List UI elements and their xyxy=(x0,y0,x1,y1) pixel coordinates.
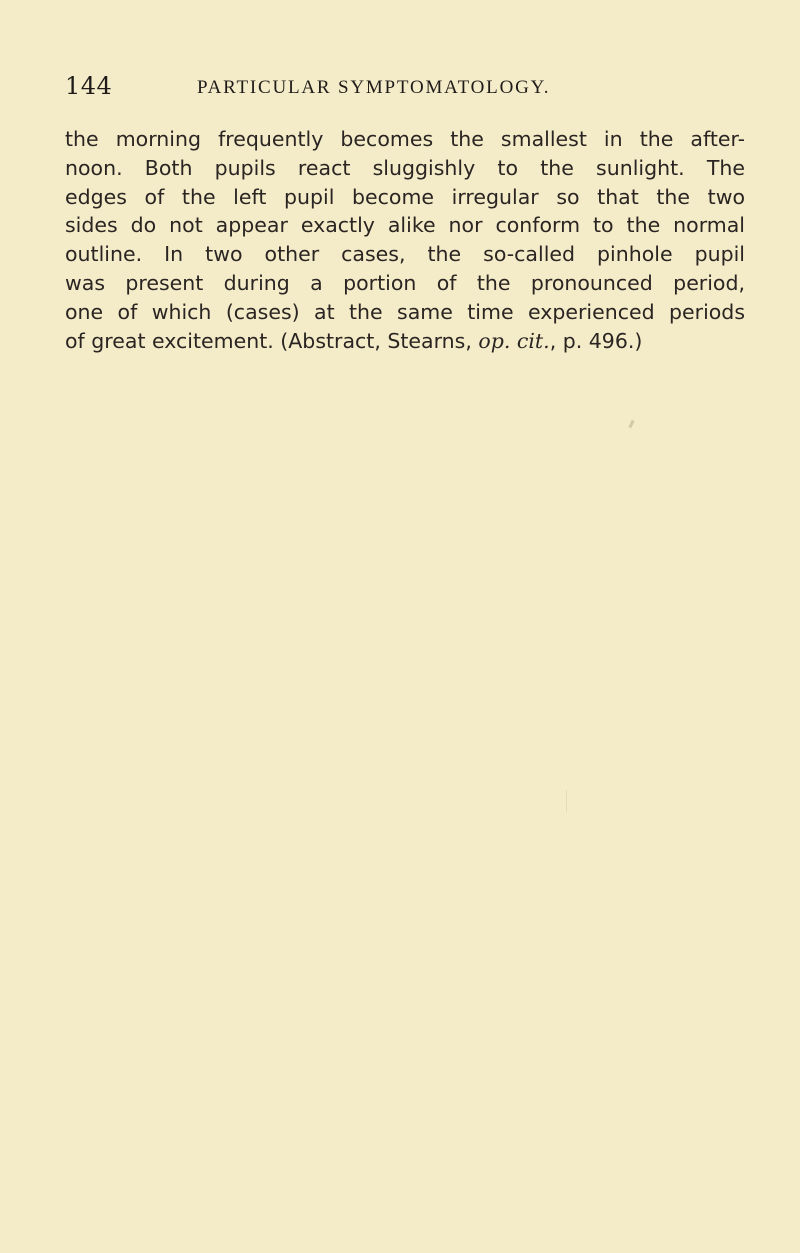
body-paragraph xyxy=(65,125,745,355)
citation-tail: , p. 496.) xyxy=(549,328,643,353)
paper-speck xyxy=(628,420,634,429)
text-line: outline. In two other cases, the so-called pinhole pupil xyxy=(65,242,745,267)
text-line-last xyxy=(65,327,745,356)
text-line: one of which (cases) at the same time experienced periods xyxy=(65,299,745,324)
text-line: was present during a portion of the pronounced period, xyxy=(65,270,745,295)
citation-lead: of great excitement. (Abstract, Stearns, xyxy=(65,328,479,353)
citation-op: op. xyxy=(478,328,511,353)
text-line: the morning frequently becomes the smallest in the after- xyxy=(65,127,745,151)
citation-cit: cit. xyxy=(516,328,550,353)
text-line: noon. Both pupils react sluggishly to the sunlight. The xyxy=(65,155,745,180)
running-title: PARTICULAR SYMPTOMATOLOGY. xyxy=(197,77,551,98)
text-line: sides do not appear exactly alike nor conform to the normal xyxy=(65,213,745,238)
running-head xyxy=(65,72,625,102)
paper-speck xyxy=(566,790,567,812)
page-number: 144 xyxy=(65,72,113,100)
text-line: edges of the left pupil become irregular so that the two xyxy=(65,184,745,209)
